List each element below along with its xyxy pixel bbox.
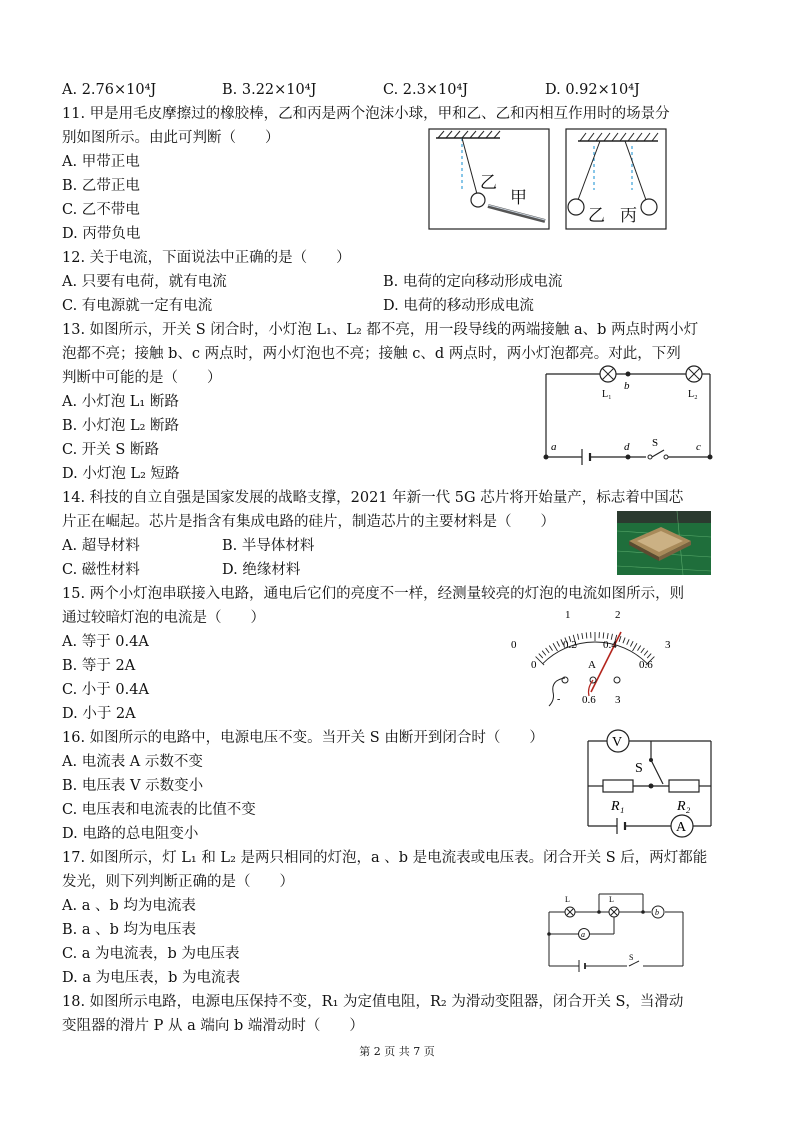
q18-stem-cont: 变阻器的滑片 P 从 a 端向 b 端滑动时（ ） xyxy=(62,1018,364,1034)
q11-figure xyxy=(428,128,668,232)
scale-tick xyxy=(553,643,558,651)
q11-option-b: B. 乙带正电 xyxy=(62,178,140,194)
scale-tick xyxy=(644,651,648,656)
ammeter-dial xyxy=(505,606,685,710)
q16-option-a: A. 电流表 A 示数不变 xyxy=(62,754,203,770)
label-l1: L₁ xyxy=(602,389,612,400)
q13-option-a: A. 小灯泡 L₁ 断路 xyxy=(62,394,179,410)
q13-stem-cont-2: 判断中可能的是（ ） xyxy=(62,370,222,386)
q11-stem: 11. 甲是用毛皮摩擦过的橡胶棒，乙和丙是两个泡沫小球，甲和乙、乙和丙相互作用时的场景分 xyxy=(62,106,670,122)
label-b: b xyxy=(624,380,630,392)
voltmeter-label: V xyxy=(612,735,623,750)
q11-stem-cont: 别如图所示。由此可判断（ ） xyxy=(62,130,280,146)
scale-tick xyxy=(539,654,543,658)
q16-stem: 16. 如图所示的电路中，电源电压不变。当开关 S 由断开到闭合时（ ） xyxy=(62,730,544,746)
q15-stem: 15. 两个小灯泡串联接入电路，通电后它们的亮度不一样，经测量较亮的灯泡的电流如图所示，则 xyxy=(62,586,685,602)
meter-a-label: a xyxy=(581,930,585,939)
q15-option-c: C. 小于 0.4A xyxy=(62,682,149,698)
label-l1: L xyxy=(565,895,570,904)
inner-scale-0.6: 0.6 xyxy=(639,659,653,671)
terminal-3: 3 xyxy=(615,694,621,706)
r2-label: R₂ xyxy=(677,799,691,814)
switch-label: S xyxy=(635,761,643,776)
q13-option-d: D. 小灯泡 L₂ 短路 xyxy=(62,466,180,482)
label-d: d xyxy=(624,441,630,453)
q17-option-a: A. a 、b 均为电流表 xyxy=(62,898,196,914)
inner-scale-0.2: 0.2 xyxy=(563,639,577,651)
q13-stem-cont: 泡都不亮；接触 b、c 两点时，两小灯泡也不亮；接触 c、d 两点时，两小灯泡都亮。对此，下列 xyxy=(62,346,681,362)
label-a: a xyxy=(551,441,557,453)
scale-tick xyxy=(641,648,645,653)
scale-tick xyxy=(637,646,640,651)
q10-option-c: C. 2.3×10⁴J xyxy=(383,82,469,98)
q16-option-b: B. 电压表 V 示数变小 xyxy=(62,778,204,794)
scale-tick xyxy=(603,632,604,638)
q12-option-b: B. 电荷的定向移动形成电流 xyxy=(383,274,563,290)
q10-option-b: B. 3.22×10⁴J xyxy=(222,82,317,98)
scale-tick xyxy=(578,634,579,640)
q15-stem-cont: 通过较暗灯泡的电流是（ ） xyxy=(62,610,265,626)
q14-option-d: D. 绝缘材料 xyxy=(222,562,301,578)
q16-option-d: D. 电路的总电阻变小 xyxy=(62,826,199,842)
meter-b-label: b xyxy=(655,908,659,917)
scale-tick xyxy=(542,651,546,656)
scale-tick xyxy=(582,633,583,639)
scale-tick xyxy=(557,641,560,646)
ammeter-label: A xyxy=(676,820,687,835)
label-s: S xyxy=(629,953,634,962)
scale-tick xyxy=(627,639,629,644)
q10-option-a: A. 2.76×10⁴J xyxy=(62,82,157,98)
label-bing: 丙 xyxy=(620,206,637,225)
q13-circuit xyxy=(538,362,718,466)
q14-stem: 14. 科技的自立自强是国家发展的战略支撑，2021 年新一代 5G 芯片将开始量产，标志着中国芯 xyxy=(62,490,684,506)
q14-option-a: A. 超导材料 xyxy=(62,538,140,554)
scale-tick xyxy=(630,641,633,646)
q17-stem-cont: 发光，则下列判断正确的是（ ） xyxy=(62,874,294,890)
q14-option-b: B. 半导体材料 xyxy=(222,538,315,554)
q17-circuit xyxy=(543,886,691,974)
q12-option-d: D. 电荷的移动形成电流 xyxy=(383,298,534,314)
q16-circuit xyxy=(583,726,717,838)
q17-option-d: D. a 为电压表，b 为电流表 xyxy=(62,970,240,986)
q15-option-b: B. 等于 2A xyxy=(62,658,136,674)
q13-stem: 13. 如图所示，开关 S 闭合时，小灯泡 L₁、L₂ 都不亮，用一段导线的两端接触 a、b 两点时两小灯 xyxy=(62,322,699,338)
q10-option-d: D. 0.92×10⁴J xyxy=(545,82,640,98)
q17-option-c: C. a 为电流表，b 为电压表 xyxy=(62,946,240,962)
terminal-0.6: 0.6 xyxy=(582,694,596,706)
q17-option-b: B. a 、b 均为电压表 xyxy=(62,922,197,938)
q17-stem: 17. 如图所示，灯 L₁ 和 L₂ 是两只相同的灯泡，a 、b 是电流表或电压表。闭合开关 S 后，两灯都能 xyxy=(62,850,708,866)
label-jia: 甲 xyxy=(510,188,527,207)
label-l2: L₂ xyxy=(688,389,698,400)
outer-scale-0: 0 xyxy=(511,639,517,651)
q11-option-a: A. 甲带正电 xyxy=(62,154,140,170)
label-yi: 乙 xyxy=(480,173,497,192)
q14-stem-cont: 片正在崛起。芯片是指含有集成电路的硅片，制造芯片的主要材料是（ ） xyxy=(62,514,555,530)
q11-option-c: C. 乙不带电 xyxy=(62,202,140,218)
label-yi-2: 乙 xyxy=(588,206,605,225)
q13-option-c: C. 开关 S 断路 xyxy=(62,442,159,458)
r1-label: R₁ xyxy=(611,799,625,814)
q18-stem: 18. 如图所示电路，电源电压保持不变，R₁ 为定值电阻，R₂ 为滑动变阻器，闭合开关 S，当滑动 xyxy=(62,994,684,1010)
scale-tick xyxy=(623,638,625,644)
outer-scale-1: 1 xyxy=(565,609,571,621)
scale-tick xyxy=(549,646,552,651)
chip-photo xyxy=(617,511,711,575)
inner-scale-0.4: 0.4 xyxy=(603,639,617,651)
scale-tick xyxy=(586,632,587,638)
scale-tick xyxy=(633,643,638,651)
label-s: S xyxy=(652,437,659,449)
q11-option-d: D. 丙带负电 xyxy=(62,226,141,242)
q15-option-d: D. 小于 2A xyxy=(62,706,136,722)
q13-option-b: B. 小灯泡 L₂ 断路 xyxy=(62,418,180,434)
terminal-minus: - xyxy=(557,694,561,705)
q12-option-a: A. 只要有电荷，就有电流 xyxy=(62,274,227,290)
outer-scale-3: 3 xyxy=(665,639,671,651)
q14-option-c: C. 磁性材料 xyxy=(62,562,140,578)
label-c: c xyxy=(696,441,701,453)
outer-scale-2: 2 xyxy=(615,609,621,621)
scale-tick xyxy=(647,654,651,658)
inner-scale-0: 0 xyxy=(531,659,537,671)
label-l2: L xyxy=(609,895,614,904)
q12-option-c: C. 有电源就一定有电流 xyxy=(62,298,213,314)
unit-label: A xyxy=(588,659,596,671)
q15-option-a: A. 等于 0.4A xyxy=(62,634,149,650)
page-footer: 第 2 页 共 7 页 xyxy=(359,1045,435,1058)
scale-tick xyxy=(546,648,550,653)
q12-stem: 12. 关于电流，下面说法中正确的是（ ） xyxy=(62,250,351,266)
q16-option-c: C. 电压表和电流表的比值不变 xyxy=(62,802,256,818)
